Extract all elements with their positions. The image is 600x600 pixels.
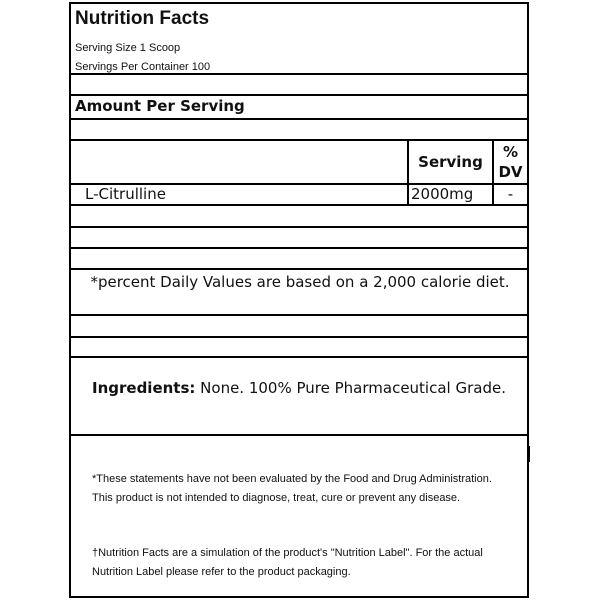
divider <box>71 336 527 338</box>
serving-column-header: Serving <box>418 153 483 171</box>
ingredients-text: None. 100% Pure Pharmaceutical Grade. <box>195 379 506 397</box>
table-column-divider <box>407 139 409 206</box>
divider <box>71 226 527 228</box>
serving-size: Serving Size 1 Scoop <box>75 42 181 54</box>
divider <box>71 268 527 270</box>
ingredients-label: Ingredients: <box>92 379 196 397</box>
divider <box>71 118 527 120</box>
ingredients <box>92 378 512 399</box>
divider <box>71 247 527 249</box>
nutrient-name: L-Citrulline <box>85 185 166 203</box>
nutrition-facts-label <box>69 2 529 598</box>
divider <box>71 94 527 96</box>
label-title: Nutrition Facts <box>75 8 210 29</box>
divider <box>71 139 527 141</box>
fda-disclaimer: *These statements have not been evaluated by the Food and Drug Administration. This product is not intended to diagnose, treat, cure or prevent any disease. <box>92 473 492 504</box>
divider <box>71 356 527 358</box>
dv-column-header-symbol: % <box>502 143 519 161</box>
divider <box>71 73 527 75</box>
divider <box>71 204 527 206</box>
nutrient-dv: - <box>507 185 514 203</box>
divider <box>71 434 527 436</box>
daily-value-note: *percent Daily Values are based on a 2,000 calorie diet. <box>90 273 510 291</box>
dv-column-header-label: DV <box>498 163 523 181</box>
nutrient-amount: 2000mg <box>411 185 474 203</box>
divider <box>71 314 527 316</box>
servings-per-container: Servings Per Container 100 <box>75 61 211 73</box>
amount-per-serving-heading: Amount Per Serving <box>75 97 245 115</box>
simulation-note: †Nutrition Facts are a simulation of the product's "Nutrition Label". For the actual Nutrition Label please refer to the product packaging. <box>92 547 483 578</box>
edge-mark <box>527 446 530 462</box>
